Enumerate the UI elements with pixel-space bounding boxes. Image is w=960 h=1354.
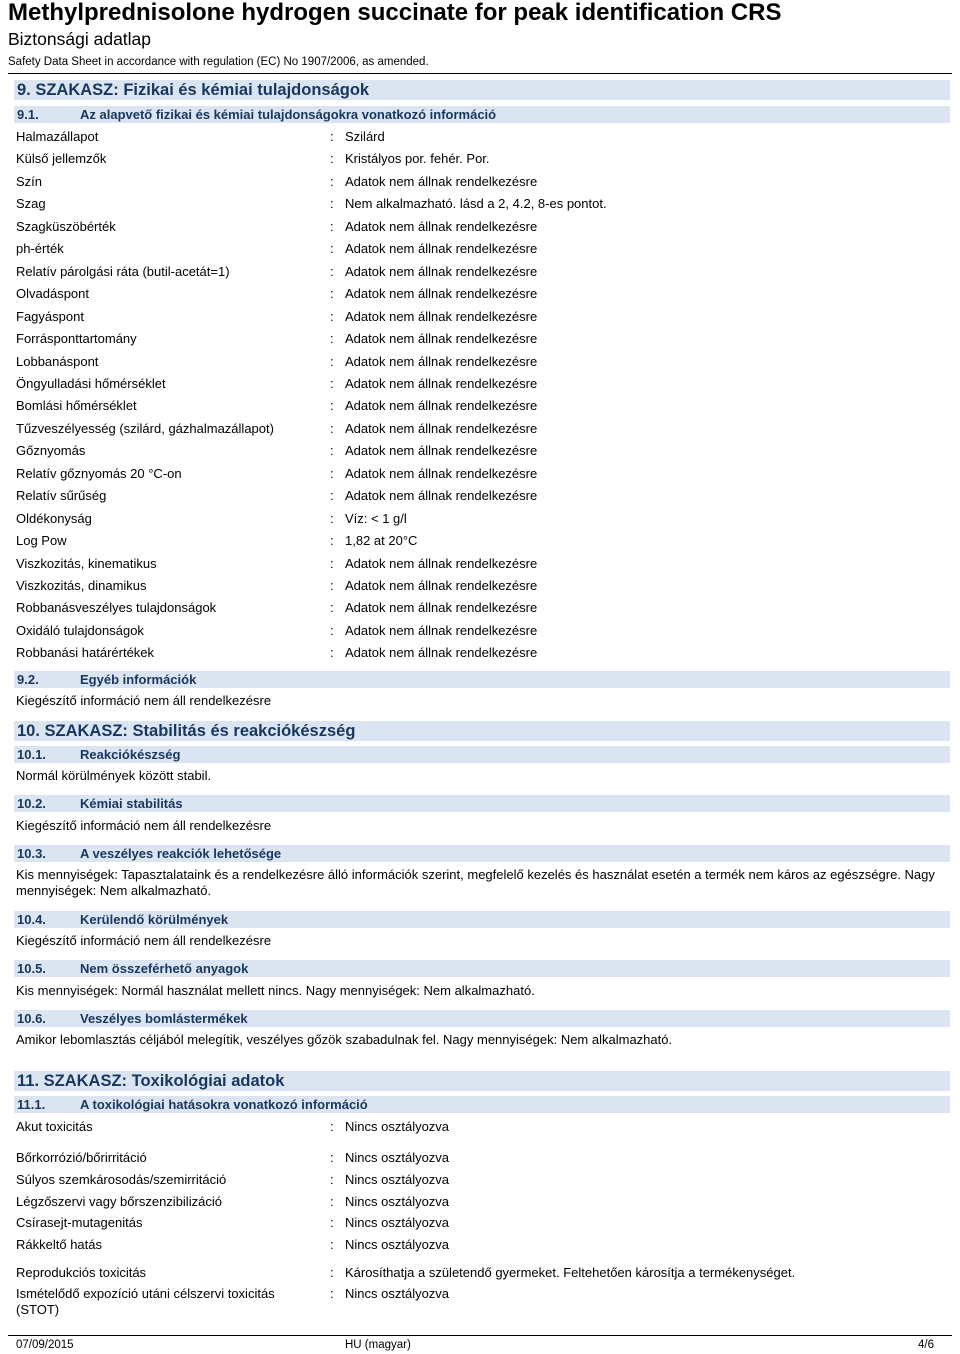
subsection-title: A veszélyes reakciók lehetősége [80,846,282,861]
property-separator: : [330,286,334,301]
regulation-line: Safety Data Sheet in accordance with regulation (EC) No 1907/2006, as amended. [8,56,429,68]
property-label: ph-érték [16,241,64,256]
property-label: Szagküszöbérték [16,219,116,234]
property-value: Adatok nem állnak rendelkezésre [345,466,538,481]
property-label: Légzőszervi vagy bőrszenzibilizáció [16,1194,222,1209]
property-separator: : [330,219,334,234]
subsection-title: Egyéb információk [80,672,197,687]
subsection-number: 10.6. [17,1011,46,1026]
subsection-title: Kémiai stabilitás [80,796,183,811]
property-separator: : [330,421,334,436]
property-label: Oxidáló tulajdonságok [16,623,144,638]
property-separator: : [330,511,334,526]
property-value: Károsíthatja a születendő gyermeket. Feltehetően károsítja a termékenységet. [345,1265,796,1280]
section-11-title: 11. SZAKASZ: Toxikológiai adatok [14,1071,950,1091]
subsection-title: Veszélyes bomlástermékek [80,1011,248,1026]
property-label: Forrásponttartomány [16,331,137,346]
property-label: Öngyulladási hőmérséklet [16,376,166,391]
property-label: Robbanásveszélyes tulajdonságok [16,600,217,615]
subsection-10-6 [14,1010,950,1027]
property-value: Adatok nem állnak rendelkezésre [345,219,538,234]
subsection-10-4 [14,911,950,928]
property-label: Viszkozitás, dinamikus [16,578,147,593]
property-value: Adatok nem állnak rendelkezésre [345,421,538,436]
property-separator: : [330,1150,334,1165]
property-label: Oldékonyság [16,511,92,526]
subsection-10-2 [14,795,950,812]
property-separator: : [330,1119,334,1134]
subsection-number: 10.1. [17,747,46,762]
subsection-number: 10.3. [17,846,46,861]
document-title: Methylprednisolone hydrogen succinate for peak identification CRS [8,0,782,26]
property-label: Relatív sűrűség [16,488,107,503]
property-value: Adatok nem állnak rendelkezésre [345,241,538,256]
property-label: Halmazállapot [16,129,99,144]
property-separator: : [330,264,334,279]
footer-language: HU (magyar) [345,1339,411,1351]
property-separator: : [330,1265,334,1280]
property-separator: : [330,600,334,615]
property-label: Robbanási határértékek [16,645,155,660]
property-separator: : [330,354,334,369]
property-value: Adatok nem állnak rendelkezésre [345,600,538,615]
property-separator: : [330,1215,334,1230]
footer-date: 07/09/2015 [16,1339,74,1351]
property-label: Bomlási hőmérséklet [16,398,137,413]
subsection-number: 10.2. [17,796,46,811]
property-value: Nincs osztályozva [345,1119,450,1134]
document-subtitle: Biztonsági adatlap [8,29,152,49]
property-separator: : [330,174,334,189]
subsection-number: 10.4. [17,912,46,927]
property-label: Súlyos szemkárosodás/szemirritáció [16,1172,227,1187]
subsection-number: 9.2. [17,672,39,687]
property-separator: : [330,443,334,458]
property-label: Gőznyomás [16,443,86,458]
subsection-9-2 [14,671,950,688]
property-value: Adatok nem állnak rendelkezésre [345,264,538,279]
footer-divider [8,1335,952,1336]
property-value: Nincs osztályozva [345,1172,450,1187]
property-label: Relatív gőznyomás 20 °C-on [16,466,182,481]
subsection-9-2-text: Kiegészítő információ nem áll rendelkezésre [16,693,272,708]
property-value: Adatok nem állnak rendelkezésre [345,174,538,189]
subsection-10-5 [14,960,950,977]
property-label: Fagyáspont [16,309,84,324]
subsection-10-3-text: Kis mennyiségek: Tapasztalataink és a rendelkezésre álló információk szerint, megfelelő kezelés és használat esetén a termék nem káros az egészségre. Nagy mennyiségek: Nem alkalmazható. [16,867,935,898]
property-value: Adatok nem állnak rendelkezésre [345,443,538,458]
property-separator: : [330,129,334,144]
property-separator: : [330,645,334,660]
document-header [8,0,952,69]
subsection-number: 9.1. [17,107,39,122]
property-separator: : [330,1172,334,1187]
property-value: Víz: < 1 g/l [345,511,407,526]
property-label: Reprodukciós toxicitás [16,1265,147,1280]
property-label: Bőrkorrózió/bőrirritáció [16,1150,147,1165]
property-value: Nincs osztályozva [345,1150,450,1165]
property-separator: : [330,556,334,571]
property-value: Adatok nem állnak rendelkezésre [345,286,538,301]
property-value: Adatok nem állnak rendelkezésre [345,398,538,413]
header-divider [8,73,952,74]
section-9-title: 9. SZAKASZ: Fizikai és kémiai tulajdonságok [14,80,950,100]
property-label: Relatív párolgási ráta (butil-acetát=1) [16,264,230,279]
property-separator: : [330,309,334,324]
property-value: Adatok nem állnak rendelkezésre [345,309,538,324]
subsection-title: A toxikológiai hatásokra vonatkozó információ [80,1097,368,1112]
property-value: Nincs osztályozva [345,1194,450,1209]
property-value: Nincs osztályozva [345,1215,450,1230]
property-label: Tűzveszélyesség (szilárd, gázhalmazállapot) [16,421,274,436]
subsection-title: Nem összeférhető anyagok [80,961,249,976]
property-value: Adatok nem állnak rendelkezésre [345,376,538,391]
property-value: Adatok nem állnak rendelkezésre [345,623,538,638]
property-separator: : [330,398,334,413]
property-separator: : [330,241,334,256]
property-value: Nincs osztályozva [345,1237,450,1252]
subsection-number: 10.5. [17,961,46,976]
property-label: Olvadáspont [16,286,89,301]
property-separator: : [330,488,334,503]
property-value: Adatok nem állnak rendelkezésre [345,331,538,346]
property-value: Adatok nem állnak rendelkezésre [345,556,538,571]
property-separator: : [330,466,334,481]
subsection-10-4-text: Kiegészítő információ nem áll rendelkezésre [16,933,272,948]
subsection-10-2-text: Kiegészítő információ nem áll rendelkezésre [16,818,272,833]
subsection-10-6-text: Amikor lebomlasztás céljából melegítik, veszélyes gőzök szabadulnak fel. Nagy mennyiségek: Nem alkalmazható. [16,1032,673,1047]
property-separator: : [330,1194,334,1209]
subsection-10-5-text: Kis mennyiségek: Normál használat mellett nincs. Nagy mennyiségek: Nem alkalmazható. [16,983,535,998]
property-separator: : [330,578,334,593]
subsection-10-1-text: Normál körülmények között stabil. [16,768,212,783]
property-separator: : [330,196,334,211]
property-value: Szilárd [345,129,385,144]
property-separator: : [330,331,334,346]
property-label: Külső jellemzők [16,151,107,166]
property-value: Adatok nem állnak rendelkezésre [345,488,538,503]
property-label: Szag [16,196,46,211]
property-separator: : [330,151,334,166]
property-label: Szín [16,174,43,189]
section-10-title: 10. SZAKASZ: Stabilitás és reakciókészség [14,721,950,741]
subsection-title: Kerülendő körülmények [80,912,229,927]
property-separator: : [330,1286,334,1301]
property-separator: : [330,1237,334,1252]
property-value: Adatok nem állnak rendelkezésre [345,645,538,660]
property-value: Adatok nem állnak rendelkezésre [345,578,538,593]
property-label: Rákkeltő hatás [16,1237,102,1252]
property-label: Lobbanáspont [16,354,99,369]
subsection-10-1 [14,746,950,763]
footer-page-number: 4/6 [918,1339,934,1351]
property-label: Csírasejt-mutagenitás [16,1215,143,1230]
subsection-title: Az alapvető fizikai és kémiai tulajdonságokra vonatkozó információ [80,107,497,122]
subsection-10-3 [14,845,950,862]
subsection-title: Reakciókészség [80,747,181,762]
property-label: Log Pow [16,533,67,548]
property-label: Ismételődő expozíció utáni célszervi toxicitás (STOT) [16,1286,275,1317]
property-label: Akut toxicitás [16,1119,93,1134]
property-separator: : [330,533,334,548]
subsection-number: 11.1. [17,1097,46,1112]
property-separator: : [330,623,334,638]
property-label: Viszkozitás, kinematikus [16,556,157,571]
property-separator: : [330,376,334,391]
subsection-11-1 [14,1096,950,1113]
property-value: Kristályos por. fehér. Por. [345,151,490,166]
property-value: Adatok nem állnak rendelkezésre [345,354,538,369]
property-value: Nem alkalmazható. lásd a 2, 4.2, 8-es pontot. [345,196,607,211]
property-value: Nincs osztályozva [345,1286,450,1301]
subsection-9-1 [14,106,950,123]
property-value: 1,82 at 20°C [345,533,418,548]
